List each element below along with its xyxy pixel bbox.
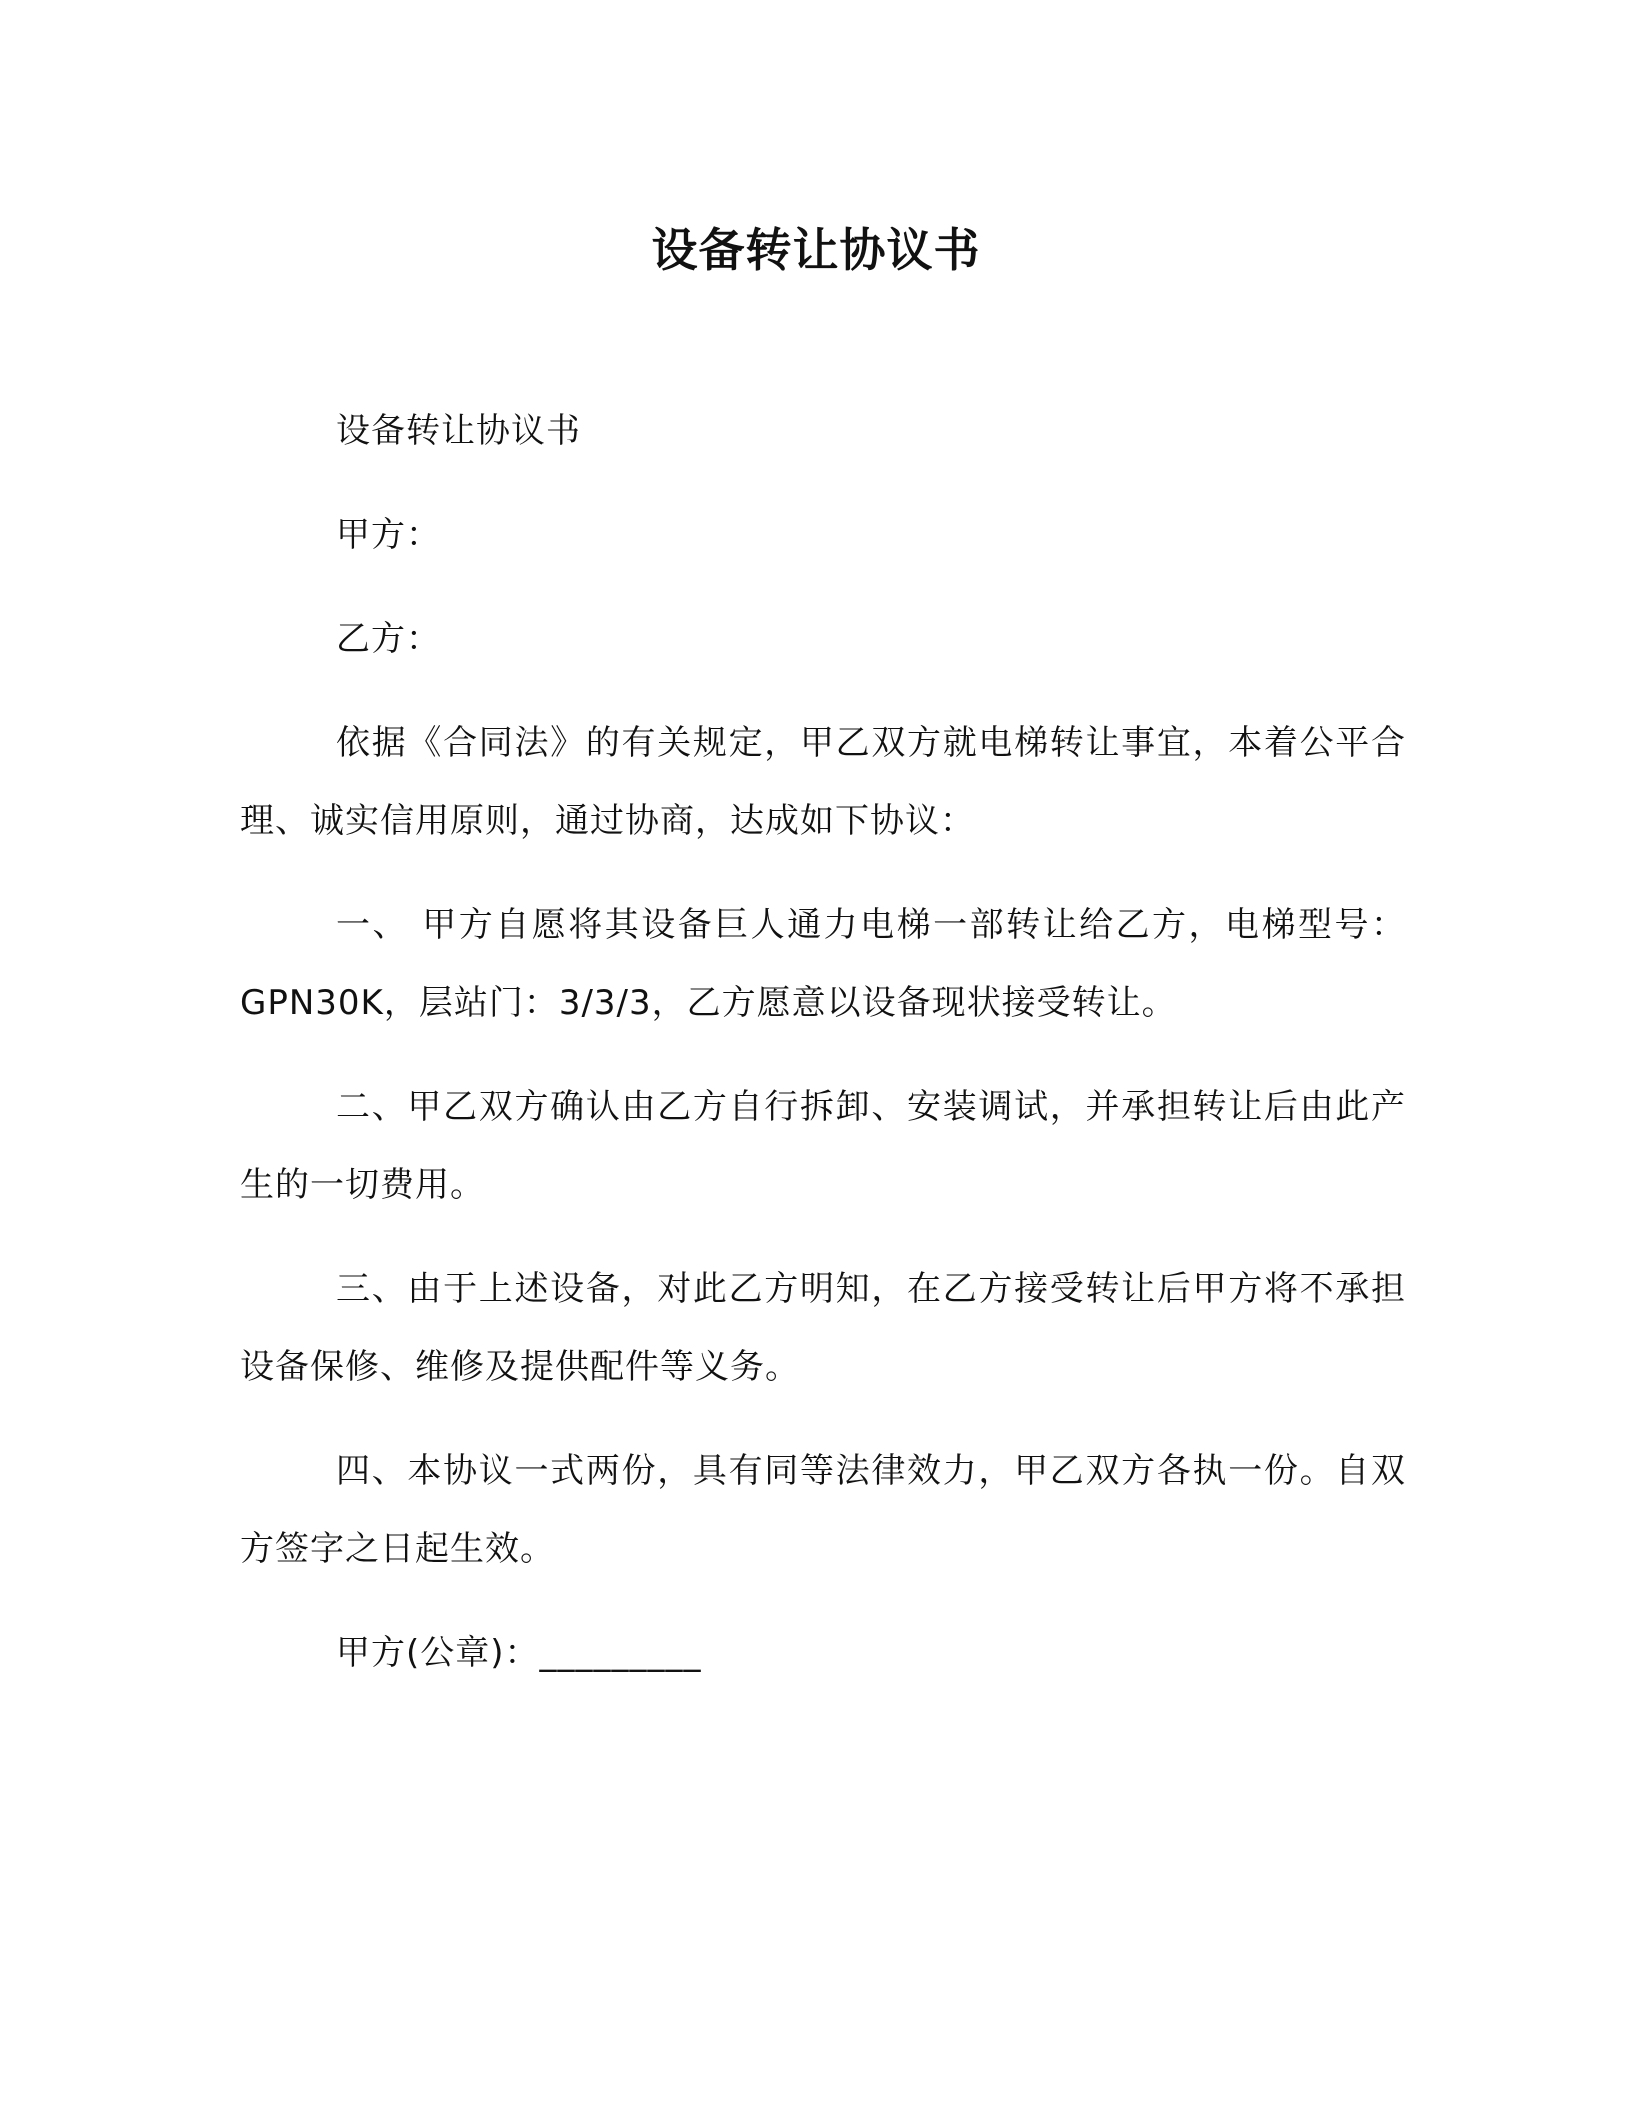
clause-2-paragraph: 二、甲乙双方确认由乙方自行拆卸、安装调试，并承担转让后由此产生的一切费用。 — [240, 1087, 1406, 1205]
clause-1-paragraph: 一、 甲方自愿将其设备巨人通力电梯一部转让给乙方，电梯型号：GPN30K，层站门：3/3/3，乙方愿意以设备现状接受转让。 — [240, 905, 1406, 1023]
heading-paragraph: 设备转让协议书 — [336, 411, 581, 451]
document-body — [240, 392, 1406, 1718]
party-b-line: 乙方： — [336, 619, 441, 659]
preamble-paragraph: 依据《合同法》的有关规定，甲乙双方就电梯转让事宜，本着公平合理、诚实信用原则，通过协商，达成如下协议： — [240, 723, 1406, 841]
document-title: 设备转让协议书 — [651, 223, 981, 277]
clause-3-paragraph: 三、由于上述设备，对此乙方明知，在乙方接受转让后甲方将不承担设备保修、维修及提供配件等义务。 — [240, 1269, 1406, 1387]
party-a-seal-line: 甲方(公章)：_________ — [336, 1633, 702, 1673]
party-a-line: 甲方： — [336, 515, 441, 555]
clause-4-paragraph: 四、本协议一式两份，具有同等法律效力，甲乙双方各执一份。自双方签字之日起生效。 — [240, 1451, 1406, 1569]
